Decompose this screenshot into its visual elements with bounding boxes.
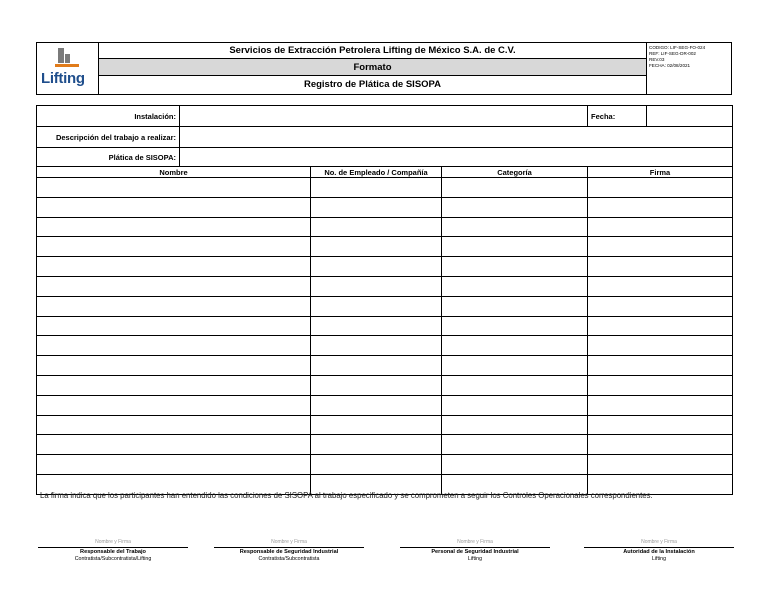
empleado-cell[interactable] [311, 356, 442, 376]
categoria-cell[interactable] [442, 375, 588, 395]
signature-role: Autoridad de la Instalación [623, 549, 695, 555]
nombre-cell[interactable] [37, 197, 311, 217]
instalacion-label: Instalación: [37, 106, 180, 127]
firma-cell[interactable] [588, 455, 733, 475]
signature-line [214, 547, 364, 548]
participant-rows [37, 178, 733, 495]
meta-fecha: FECHA: 02/08/2021 [649, 63, 691, 68]
firma-cell[interactable] [588, 217, 733, 237]
firma-cell[interactable] [588, 336, 733, 356]
signature-block-autoridad-instalacion[interactable] [584, 539, 734, 563]
doc-type: Formato [99, 59, 646, 76]
table-row [37, 296, 733, 316]
signature-placeholder: Nombre y Firma [457, 539, 493, 545]
firma-cell[interactable] [588, 296, 733, 316]
firma-cell[interactable] [588, 237, 733, 257]
empleado-cell[interactable] [311, 455, 442, 475]
signature-org: Lifting [467, 556, 483, 562]
empleado-cell[interactable] [311, 435, 442, 455]
firma-cell[interactable] [588, 178, 733, 198]
nombre-cell[interactable] [37, 455, 311, 475]
document-header [36, 42, 732, 95]
signature-line [38, 547, 188, 548]
column-header-empleado: No. de Empleado / Compañía [311, 167, 442, 178]
signature-line [400, 547, 550, 548]
table-row [37, 455, 733, 475]
firma-cell[interactable] [588, 316, 733, 336]
nombre-cell[interactable] [37, 395, 311, 415]
signature-placeholder: Nombre y Firma [641, 539, 677, 545]
empleado-cell[interactable] [311, 316, 442, 336]
categoria-cell[interactable] [442, 178, 588, 198]
fecha-label: Fecha: [588, 106, 647, 127]
empleado-cell[interactable] [311, 296, 442, 316]
platica-field[interactable] [180, 148, 733, 167]
categoria-cell[interactable] [442, 276, 588, 296]
nombre-cell[interactable] [37, 415, 311, 435]
firma-cell[interactable] [588, 257, 733, 277]
signature-block-responsable-seguridad[interactable] [214, 539, 364, 563]
empleado-cell[interactable] [311, 197, 442, 217]
empleado-cell[interactable] [311, 178, 442, 198]
categoria-cell[interactable] [442, 336, 588, 356]
firma-cell[interactable] [588, 197, 733, 217]
empleado-cell[interactable] [311, 237, 442, 257]
categoria-cell[interactable] [442, 296, 588, 316]
registro-table [36, 105, 733, 495]
platica-label: Plática de SISOPA: [37, 148, 180, 167]
company-name: Servicios de Extracción Petrolera Lifting de México S.A. de C.V. [99, 43, 646, 59]
table-row [37, 375, 733, 395]
signature-block-responsable-trabajo[interactable] [38, 539, 188, 563]
signature-placeholder: Nombre y Firma [95, 539, 131, 545]
firma-cell[interactable] [588, 276, 733, 296]
nombre-cell[interactable] [37, 217, 311, 237]
descripcion-field[interactable] [180, 127, 733, 148]
nombre-cell[interactable] [37, 296, 311, 316]
empleado-cell[interactable] [311, 395, 442, 415]
firma-cell[interactable] [588, 395, 733, 415]
categoria-cell[interactable] [442, 435, 588, 455]
table-row [37, 237, 733, 257]
table-row [37, 257, 733, 277]
signature-line [584, 547, 734, 548]
categoria-cell[interactable] [442, 197, 588, 217]
empleado-cell[interactable] [311, 276, 442, 296]
categoria-cell[interactable] [442, 257, 588, 277]
meta-ref: REF: LIF-SEG-DR-002 [649, 51, 696, 56]
nombre-cell[interactable] [37, 257, 311, 277]
nombre-cell[interactable] [37, 375, 311, 395]
nombre-cell[interactable] [37, 316, 311, 336]
categoria-cell[interactable] [442, 455, 588, 475]
company-logo [37, 43, 99, 94]
signature-role: Responsable del Trabajo [80, 549, 146, 555]
table-row [37, 217, 733, 237]
doc-title: Registro de Plática de SISOPA [303, 79, 442, 90]
descripcion-label: Descripción del trabajo a realizar: [37, 127, 180, 148]
table-row [37, 178, 733, 198]
nombre-cell[interactable] [37, 336, 311, 356]
categoria-cell[interactable] [442, 217, 588, 237]
signature-role: Responsable de Seguridad Industrial [239, 549, 339, 555]
meta-rev: REV.03 [649, 57, 665, 62]
categoria-cell[interactable] [442, 237, 588, 257]
disclaimer-note: La firma indica que los participantes han entendido las condiciones de SISOPA al trabajo especificado y se comprometen a seguir los Controles Operacionales correspondientes. [40, 491, 653, 500]
signature-org: Contratista/Subcontratista/Lifting [74, 556, 152, 562]
signature-block-personal-seguridad[interactable] [400, 539, 550, 563]
table-row [37, 336, 733, 356]
column-header-firma: Firma [588, 167, 733, 178]
signature-placeholder: Nombre y Firma [271, 539, 307, 545]
empleado-cell[interactable] [311, 217, 442, 237]
signature-org: Contratista/Subcontratista [258, 556, 320, 562]
doc-meta [646, 43, 731, 94]
nombre-cell[interactable] [37, 276, 311, 296]
table-row [37, 435, 733, 455]
categoria-cell[interactable] [442, 316, 588, 336]
firma-cell[interactable] [588, 415, 733, 435]
empleado-cell[interactable] [311, 336, 442, 356]
table-row [37, 276, 733, 296]
categoria-cell[interactable] [442, 395, 588, 415]
signature-org: Lifting [651, 556, 667, 562]
instalacion-field[interactable] [180, 106, 588, 127]
nombre-cell[interactable] [37, 435, 311, 455]
table-row [37, 415, 733, 435]
signature-role: Personal de Seguridad Industrial [431, 549, 519, 555]
table-row [37, 316, 733, 336]
column-header-nombre: Nombre [37, 167, 311, 178]
nombre-cell[interactable] [37, 356, 311, 376]
categoria-cell[interactable] [442, 415, 588, 435]
empleado-cell[interactable] [311, 415, 442, 435]
table-row [37, 395, 733, 415]
nombre-cell[interactable] [37, 237, 311, 257]
column-header-categoria: Categoría [442, 167, 588, 178]
nombre-cell[interactable] [37, 178, 311, 198]
firma-cell[interactable] [588, 375, 733, 395]
firma-cell[interactable] [588, 356, 733, 376]
categoria-cell[interactable] [442, 356, 588, 376]
firma-cell[interactable] [588, 435, 733, 455]
table-row [37, 356, 733, 376]
empleado-cell[interactable] [311, 375, 442, 395]
fecha-field[interactable] [647, 106, 733, 127]
logo-text: Lifting [41, 70, 85, 87]
empleado-cell[interactable] [311, 257, 442, 277]
table-row [37, 197, 733, 217]
meta-codigo: CODIGO: LIF-SEG-FO-024 [649, 45, 706, 50]
